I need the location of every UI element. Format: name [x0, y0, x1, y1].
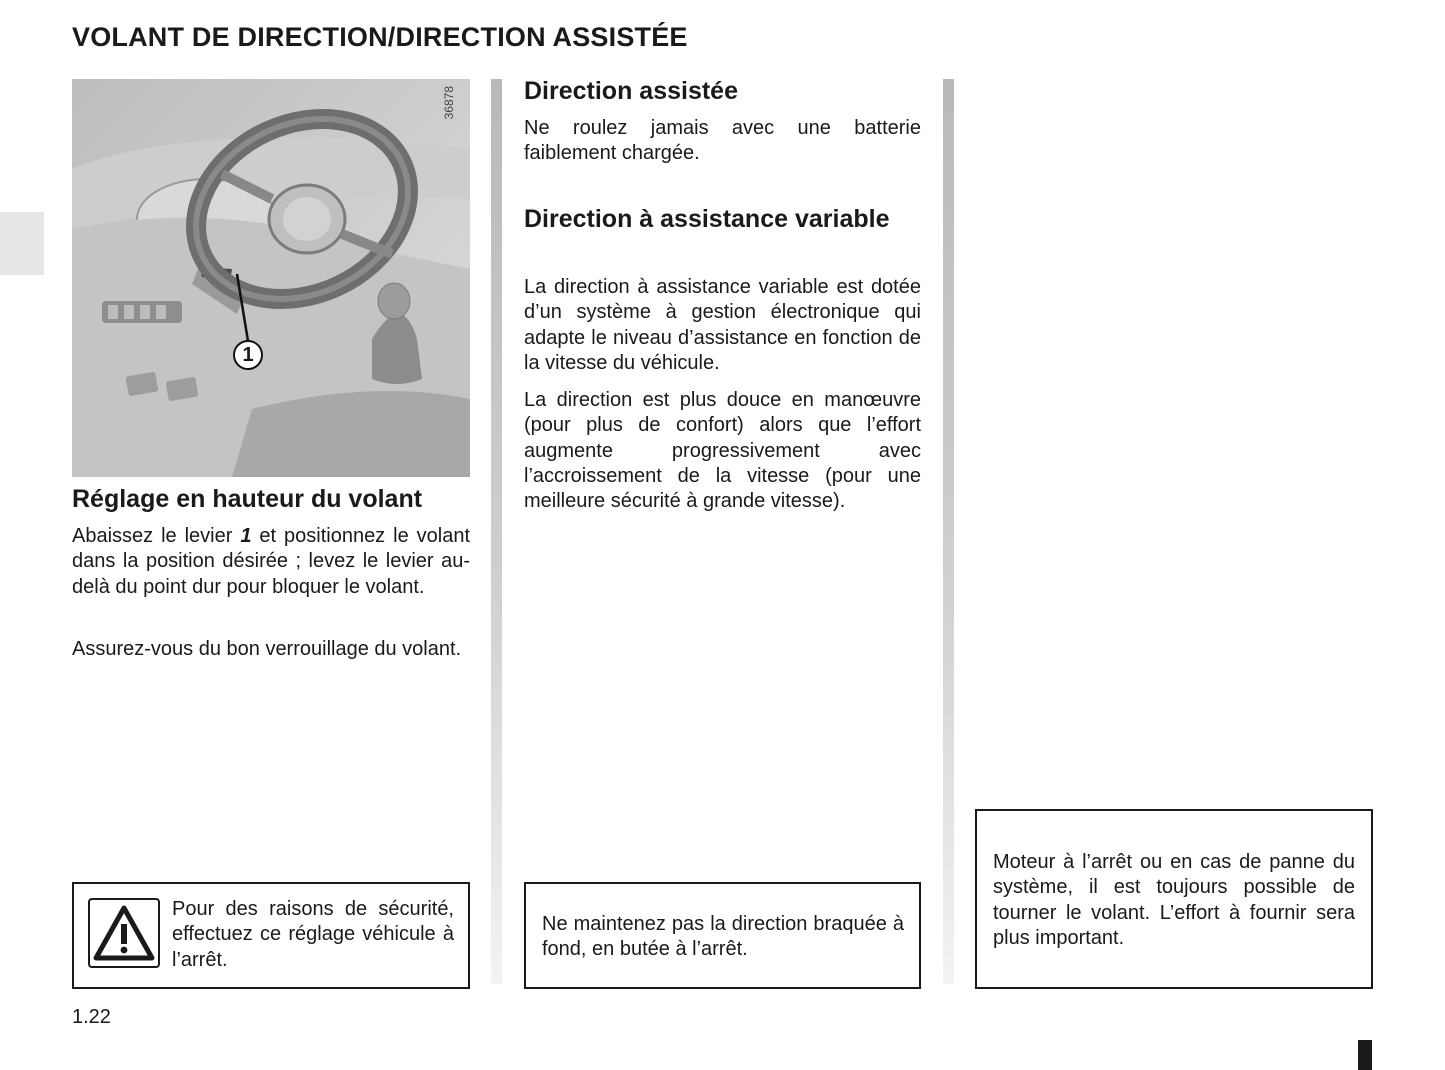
lever-reference: 1 [240, 525, 252, 547]
warning-box [72, 882, 470, 989]
heading-height-adjustment: Réglage en hauteur du volant [72, 485, 423, 513]
section-tab [0, 212, 44, 275]
page-number: 1.22 [72, 1006, 111, 1028]
page-edge-mark [1358, 1040, 1372, 1070]
callout-lever-1: 1 [233, 340, 263, 370]
paragraph-variable-system: La direction à assistance variable est dotée d’un système à gestion électronique qui adapte le niveau d’assistance en fonction de la vitesse du véhicule. [524, 276, 921, 374]
paragraph-adjust-lever [72, 524, 470, 600]
paragraph-adjust-lever-text-a: Abaissez le levier [72, 525, 241, 547]
heading-variable-assistance: Direction à assistance variable [524, 205, 890, 233]
steering-wheel-illustration [72, 79, 470, 477]
paragraph-battery: Ne roulez jamais avec une batterie faiblement chargée. [524, 117, 921, 165]
paragraph-adjust-lever-text-b: et positionnez le volant dans la position désirée ; levez le levier au-delà du point dur pour bloquer le volant. [72, 525, 470, 598]
note-box-engine-off [975, 809, 1373, 989]
figure-reference: 36878 [442, 86, 456, 120]
paragraph-manoeuvre: La direction est plus douce en manœuvre (pour plus de confort) alors que l’effort augmente progressivement avec l’accroissement de la vitesse (pour une meilleure sécurité à grande vitesse). [524, 389, 921, 513]
column-divider [943, 79, 954, 984]
page-title: VOLANT DE DIRECTION/DIRECTION ASSISTÉE [72, 22, 688, 52]
dashboard-drawing [72, 79, 470, 477]
note-engine-off-text: Moteur à l’arrêt ou en cas de panne du système, il est toujours possible de tourner le volant. L’effort à fournir sera plus important. [993, 851, 1355, 949]
warning-text: Pour des raisons de sécurité, effectuez ce réglage véhicule à l’arrêt. [172, 898, 454, 971]
column-divider [491, 79, 502, 984]
warning-triangle-icon [88, 898, 160, 968]
paragraph-locking: Assurez-vous du bon verrouillage du volant. [72, 638, 462, 660]
note-box-steering [524, 882, 921, 989]
note-steering-text: Ne maintenez pas la direction braquée à fond, en butée à l’arrêt. [542, 913, 904, 961]
heading-power-steering: Direction assistée [524, 77, 738, 105]
